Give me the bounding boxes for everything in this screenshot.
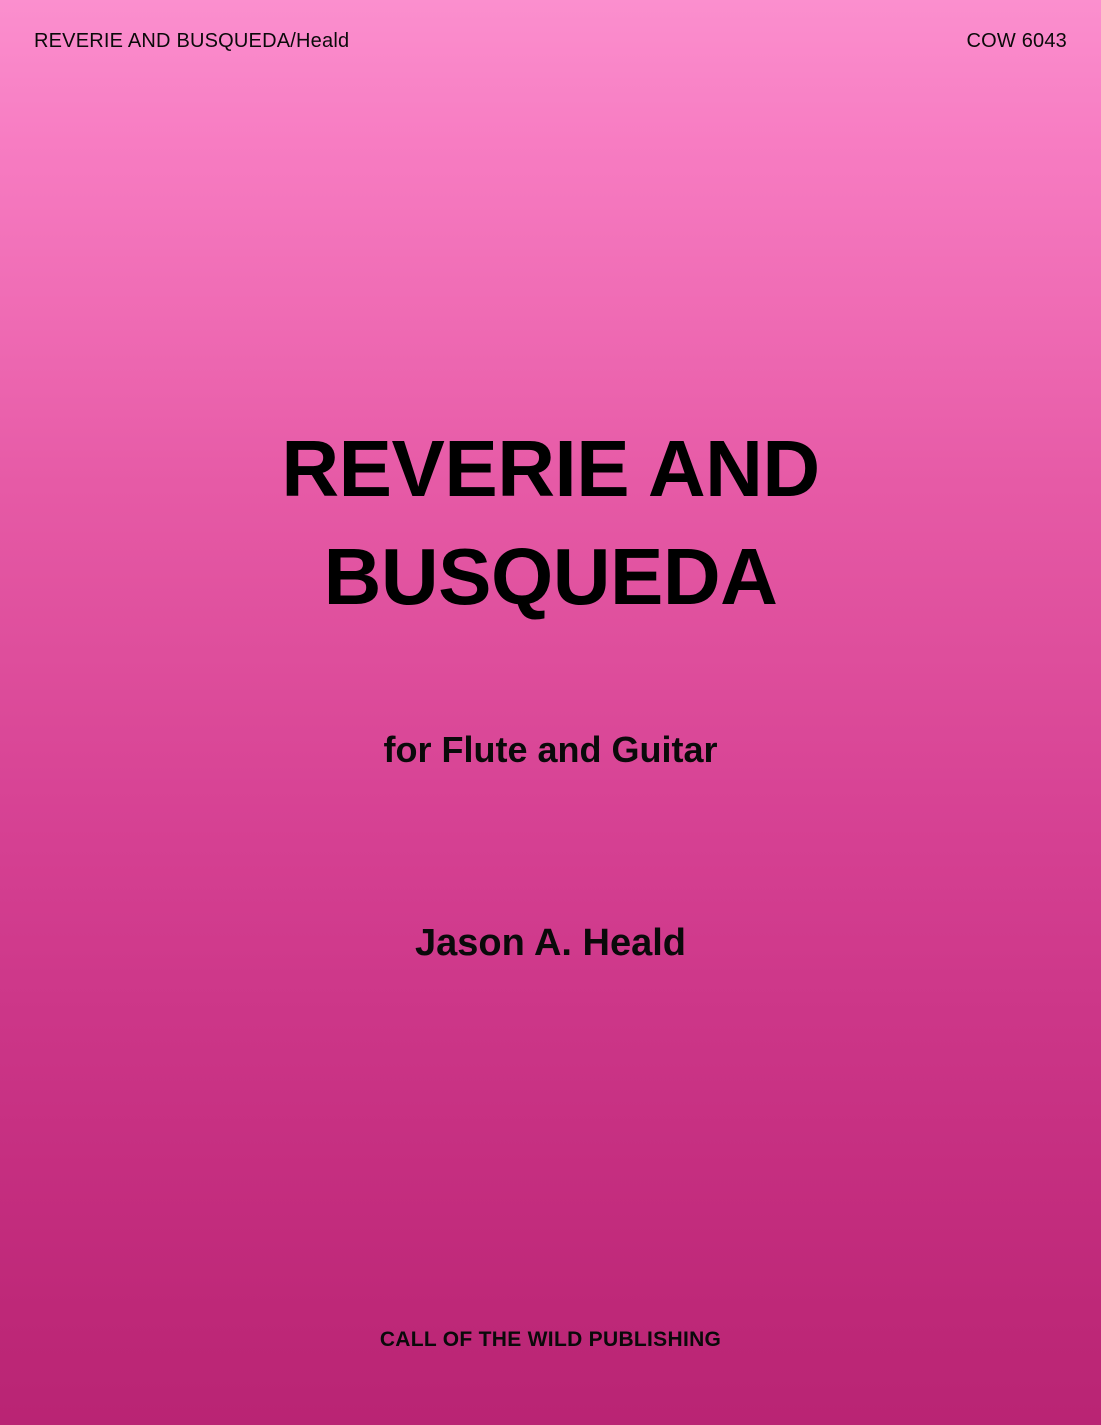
catalog-number: COW 6043 xyxy=(966,30,1067,52)
title-line-2: BUSQUEDA xyxy=(323,532,778,621)
cover-header xyxy=(34,30,1067,53)
title-line-1: REVERIE AND xyxy=(281,424,820,513)
publisher-name: CALL OF THE WILD PUBLISHING xyxy=(379,1328,722,1351)
page-title xyxy=(0,415,1101,631)
header-title-composer: REVERIE AND BUSQUEDA/Heald xyxy=(34,30,350,52)
instrumentation-subtitle: for Flute and Guitar xyxy=(383,729,718,770)
composer-name: Jason A. Heald xyxy=(414,922,686,964)
